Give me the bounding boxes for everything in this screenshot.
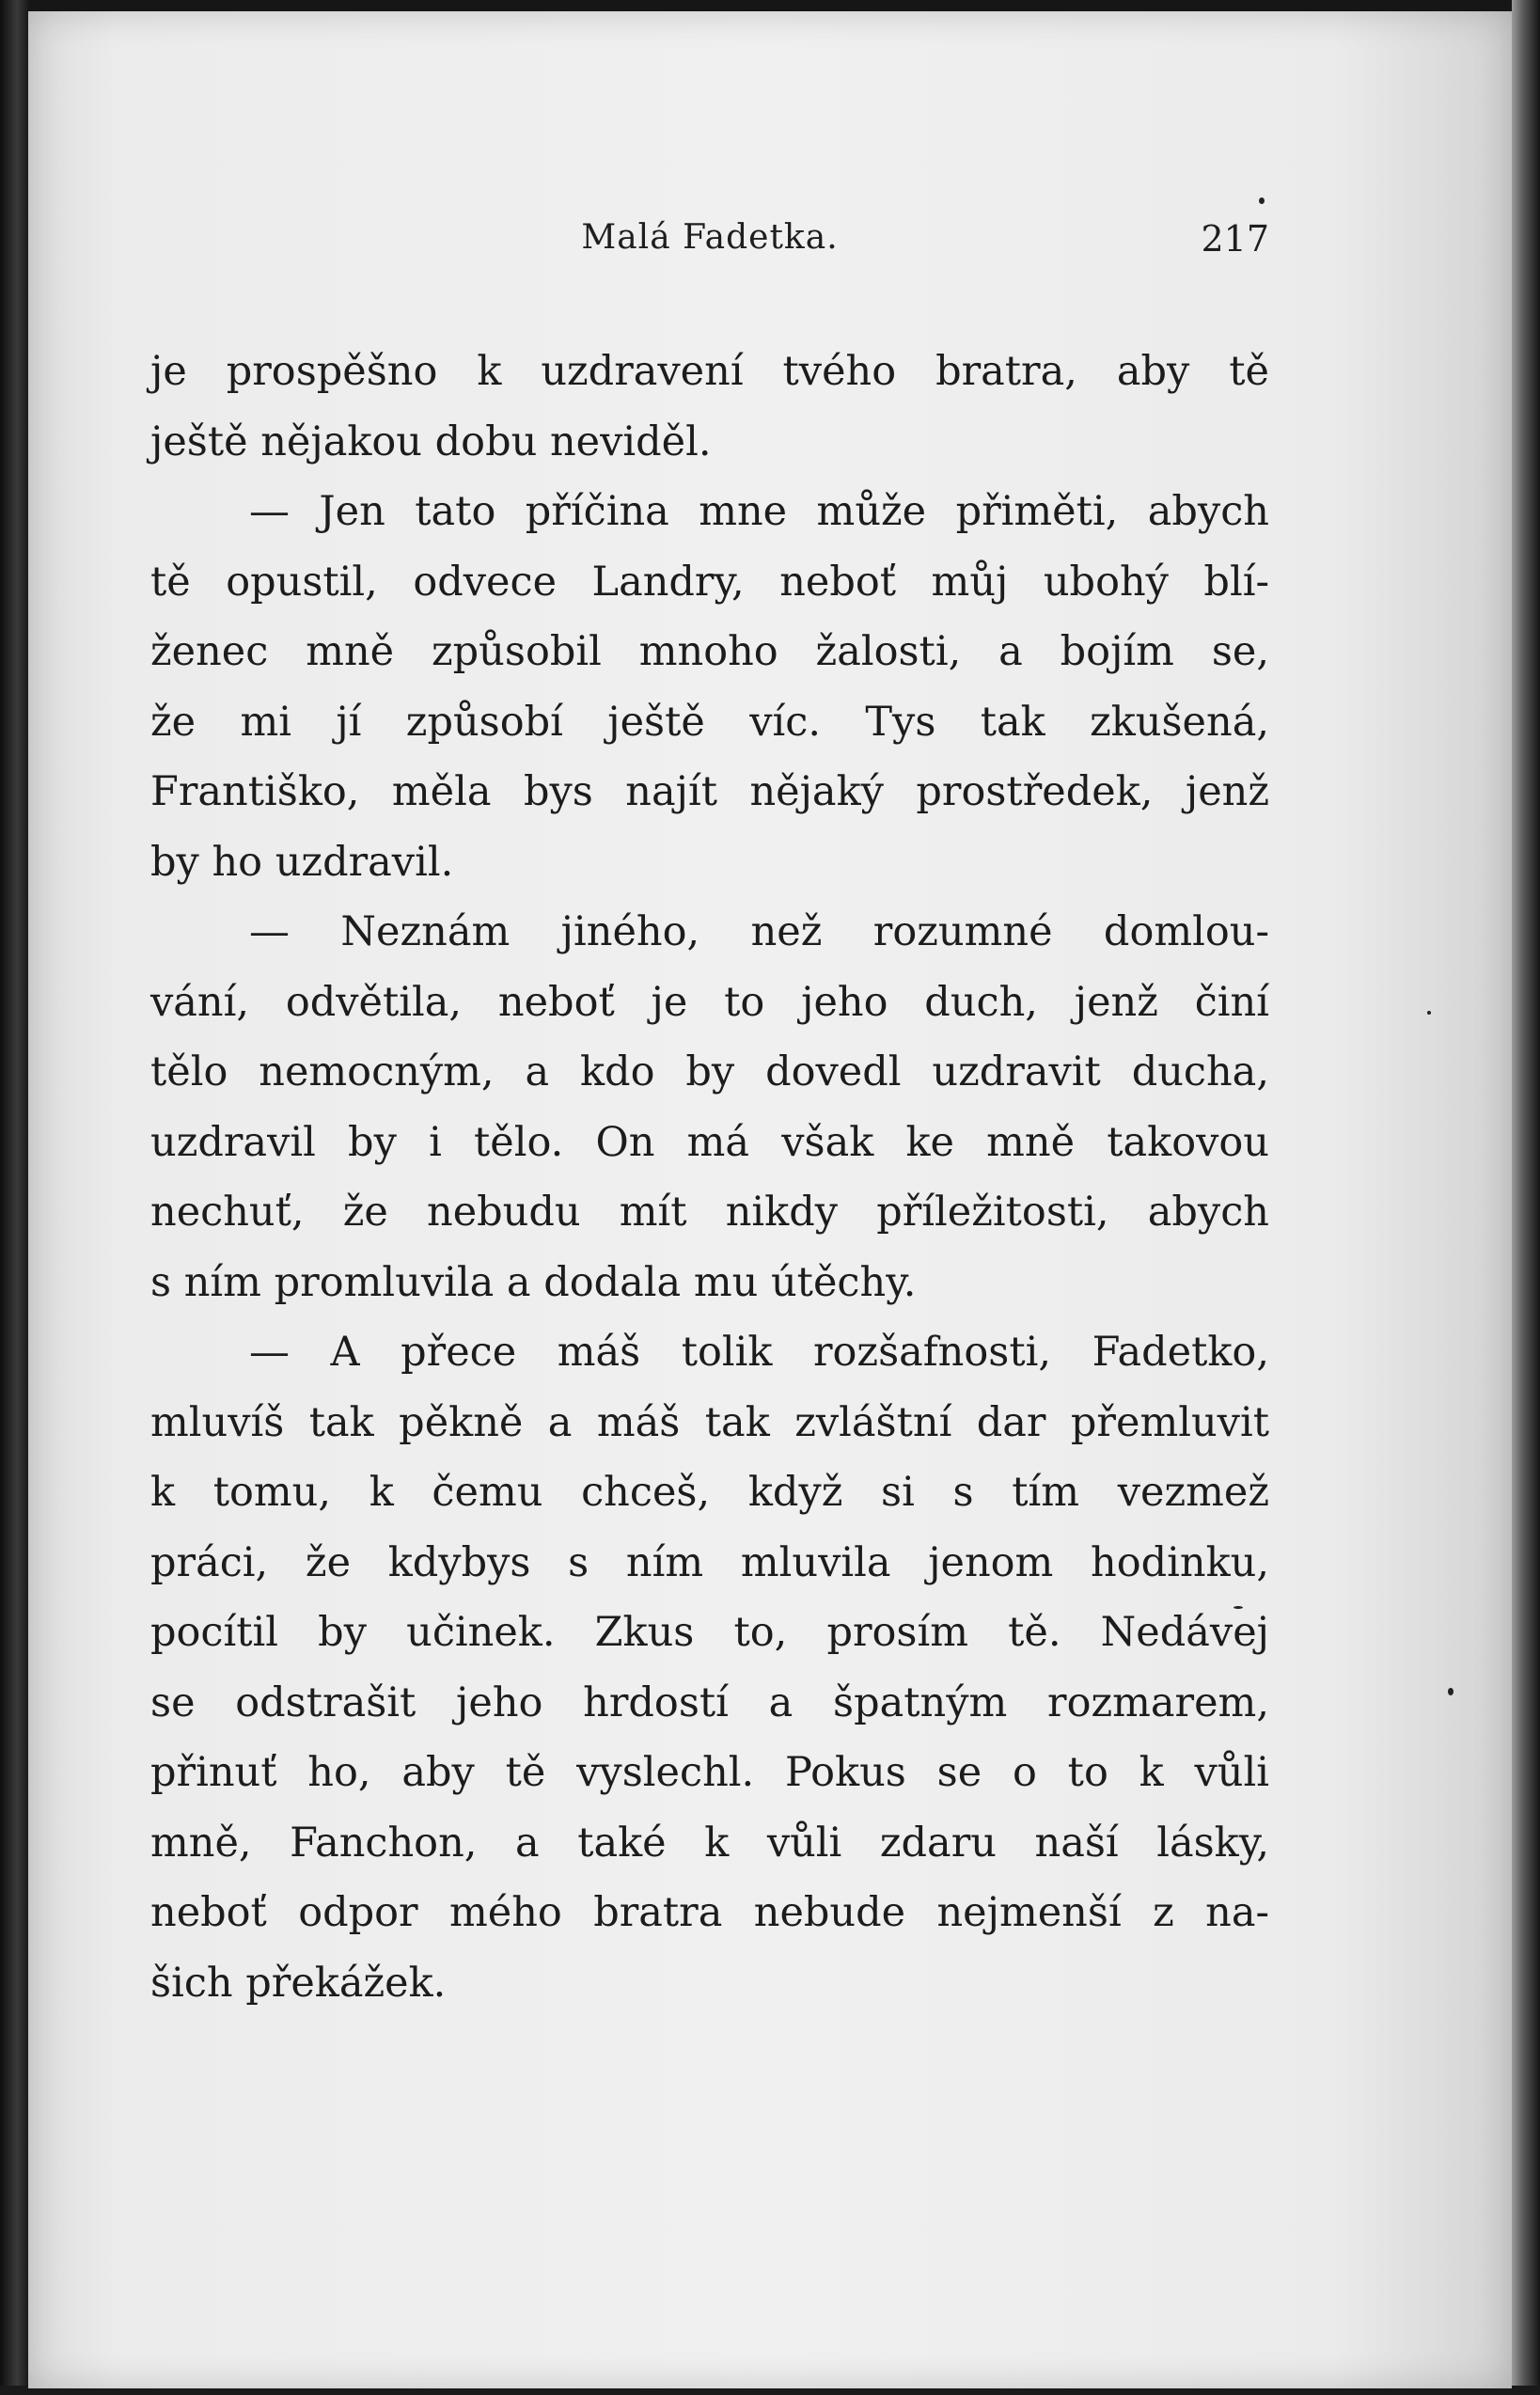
text-line: Františko, měla bys najít nějaký prostředek, jenž bbox=[150, 768, 1269, 815]
scan-left-border bbox=[0, 0, 28, 2395]
text-line: k tomu, k čemu chceš, když si s tím vezmež bbox=[150, 1469, 1269, 1516]
print-speck bbox=[1448, 1688, 1454, 1695]
print-speck bbox=[1259, 197, 1265, 204]
text-line: vání, odvětila, neboť je to jeho duch, jenž činí bbox=[150, 978, 1269, 1026]
text-line: — Jen tato příčina mne může přiměti, abych bbox=[249, 488, 1269, 535]
text-line: — Neznám jiného, než rozumné domlou- bbox=[249, 908, 1269, 955]
body-text bbox=[150, 337, 1269, 2018]
text-line: práci, že kdybys s ním mluvila jenom hodinku, bbox=[150, 1538, 1269, 1586]
text-line: — A přece máš tolik rozšafnosti, Fadetko, bbox=[249, 1329, 1269, 1376]
text-line: tělo nemocným, a kdo by dovedl uzdravit ducha, bbox=[150, 1048, 1269, 1095]
page-number: 217 bbox=[1201, 218, 1269, 260]
text-line: nechuť, že nebudu mít nikdy příležitosti, abych bbox=[150, 1189, 1269, 1236]
text-line: šich překážek. bbox=[150, 1959, 447, 2007]
text-line: by ho uzdravil. bbox=[150, 838, 454, 886]
text-line: neboť odpor mého bratra nebude nejmenší z na- bbox=[150, 1889, 1269, 1936]
text-line: ženec mně způsobil mnoho žalosti, a bojím se, bbox=[150, 628, 1269, 675]
text-line: s ním promluvila a dodala mu útěchy. bbox=[150, 1258, 917, 1306]
page-header bbox=[150, 218, 1269, 275]
text-line: ještě nějakou dobu neviděl. bbox=[150, 418, 712, 465]
text-line: je prospěšno k uzdravení tvého bratra, aby tě bbox=[150, 348, 1269, 395]
text-line: mně, Fanchon, a také k vůli zdaru naší lásky, bbox=[150, 1819, 1269, 1867]
text-line: tě opustil, odvece Landry, neboť můj ubohý blí- bbox=[150, 558, 1269, 606]
text-line: přinuť ho, aby tě vyslechl. Pokus se o to k vůli bbox=[150, 1749, 1269, 1796]
text-line: pocítil by učinek. Zkus to, prosím tě. Nedávej bbox=[150, 1609, 1269, 1656]
text-line: mluvíš tak pěkně a máš tak zvláštní dar přemluvit bbox=[150, 1398, 1269, 1446]
text-line: že mi jí způsobí ještě víc. Tys tak zkušená, bbox=[150, 698, 1269, 746]
scan-right-border bbox=[1512, 0, 1540, 2395]
text-line: uzdravil by i tělo. On má však ke mně takovou bbox=[150, 1118, 1269, 1166]
print-speck bbox=[1234, 1606, 1243, 1609]
running-title: Malá Fadetka. bbox=[581, 218, 839, 257]
text-line: se odstrašit jeho hrdostí a špatným rozmarem, bbox=[150, 1678, 1269, 1726]
print-speck bbox=[1427, 1011, 1431, 1015]
